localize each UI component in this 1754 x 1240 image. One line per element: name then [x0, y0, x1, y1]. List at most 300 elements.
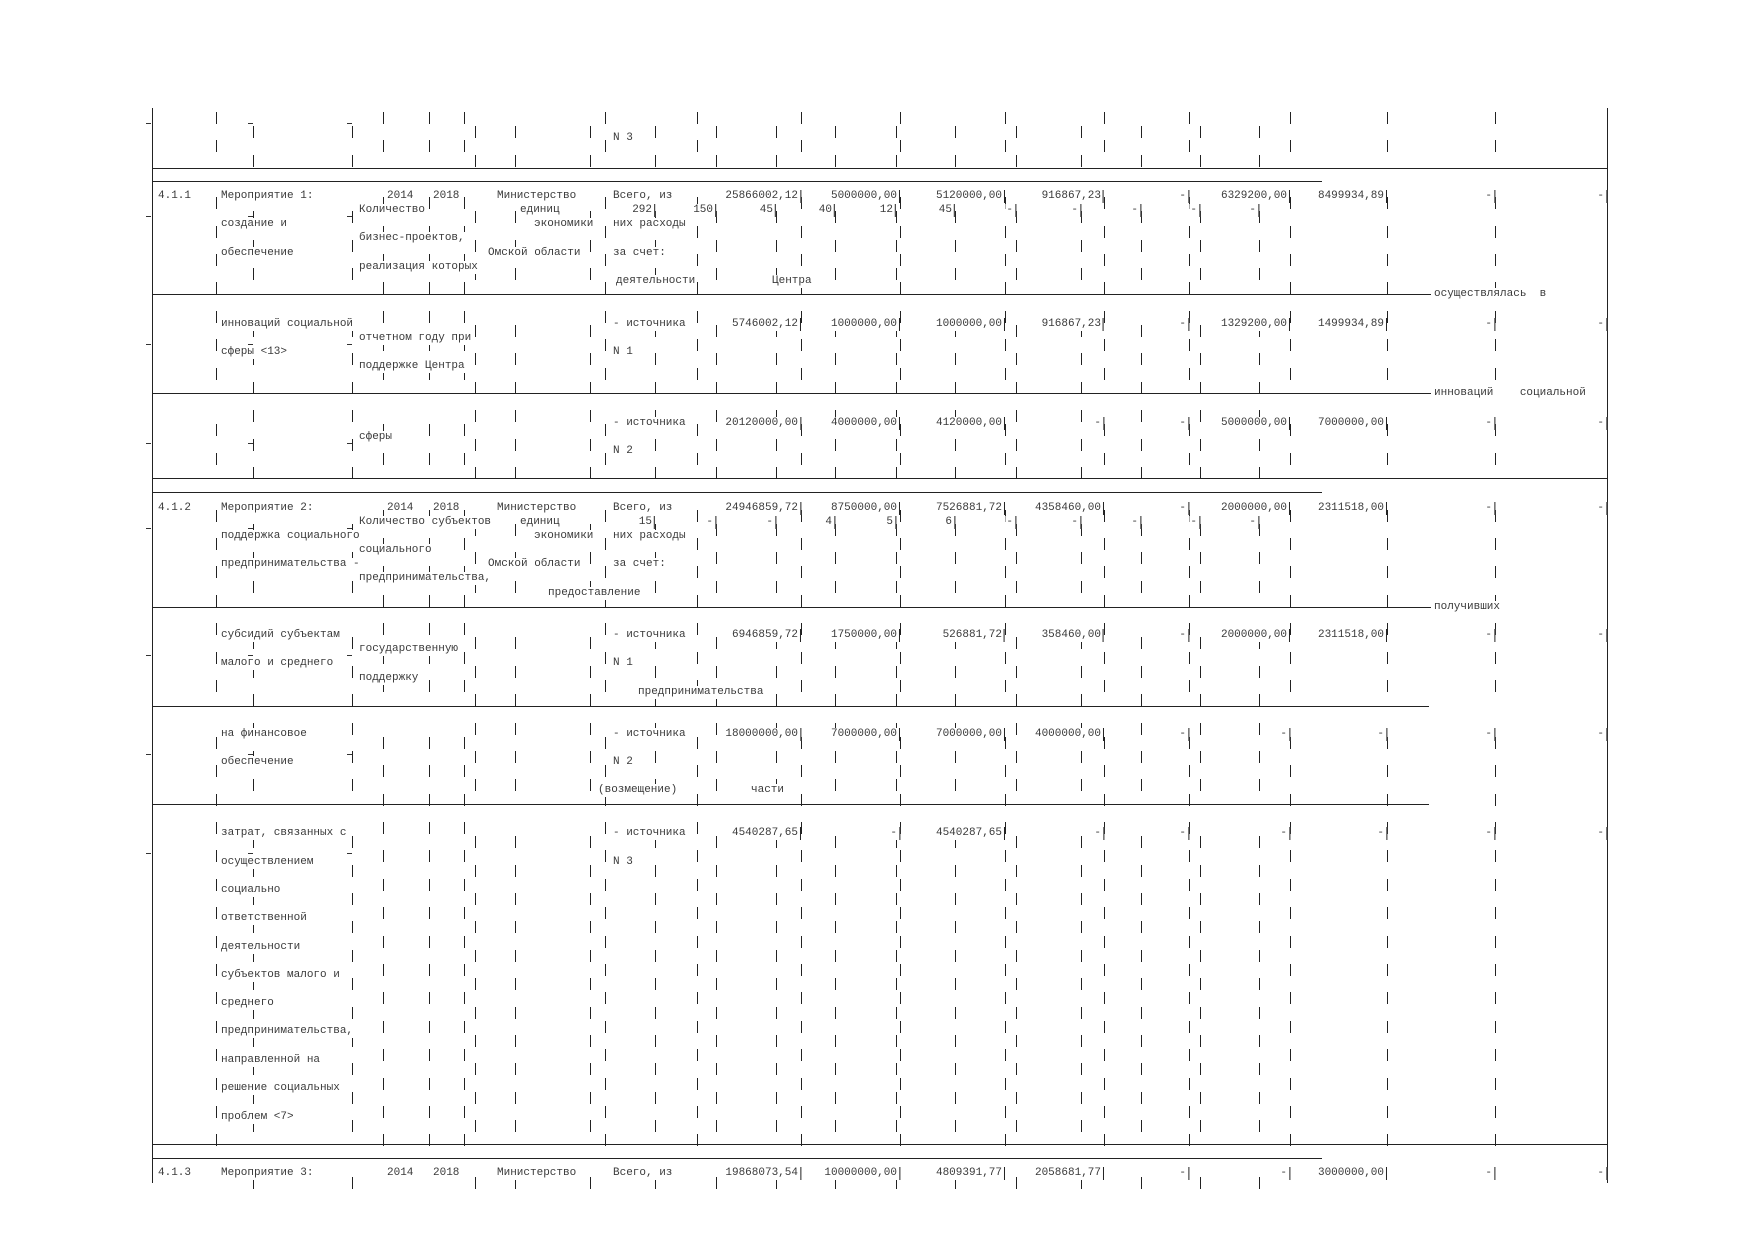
column-separator — [900, 1049, 901, 1061]
funding-value: - — [1596, 502, 1607, 515]
column-separator — [955, 211, 956, 223]
column-separator — [1387, 254, 1388, 266]
column-separator — [1005, 652, 1006, 664]
column-separator — [1495, 680, 1496, 692]
column-separator — [253, 581, 254, 593]
indicator-value: - — [1070, 204, 1081, 217]
indicator-line: реализация которых — [359, 261, 478, 273]
column-separator — [955, 950, 956, 962]
column-separator — [475, 410, 476, 422]
column-separator — [1104, 1021, 1105, 1033]
column-separator — [216, 936, 217, 948]
column-separator — [716, 467, 717, 479]
column-separator — [896, 893, 897, 905]
column-separator — [1141, 1177, 1142, 1189]
column-separator — [1104, 282, 1105, 294]
column-separator — [253, 382, 254, 394]
column-separator — [515, 1035, 516, 1047]
column-separator — [216, 510, 217, 522]
column-separator — [429, 737, 430, 749]
table-right-border — [1607, 108, 1608, 1183]
funding-value: - — [1484, 190, 1495, 203]
column-separator — [1387, 339, 1388, 351]
column-separator — [515, 893, 516, 905]
column-separator — [716, 921, 717, 933]
column-separator — [1495, 510, 1496, 522]
column-separator — [1290, 226, 1291, 238]
column-separator — [1290, 992, 1291, 1004]
funding-value: 10000000,00 — [823, 1167, 900, 1180]
column-separator — [464, 282, 465, 294]
column-separator — [1005, 623, 1006, 635]
column-separator — [655, 893, 656, 905]
column-separator — [776, 921, 777, 933]
column-separator — [716, 325, 717, 337]
column-separator — [716, 268, 717, 280]
column-separator — [835, 268, 836, 280]
column-separator — [1081, 950, 1082, 962]
column-separator — [1081, 581, 1082, 593]
column-separator — [955, 978, 956, 990]
column-separator — [655, 1035, 656, 1047]
column-separator — [1259, 723, 1260, 735]
column-separator — [515, 467, 516, 479]
column-separator — [1005, 453, 1006, 465]
indicator-unit: единиц — [520, 516, 560, 528]
column-separator — [1141, 524, 1142, 536]
column-separator — [1290, 453, 1291, 465]
column-separator — [1005, 566, 1006, 578]
column-separator — [590, 978, 591, 990]
column-separator — [1290, 822, 1291, 834]
column-separator — [352, 211, 353, 223]
funding-source-label: - источника — [613, 318, 686, 330]
event-description-line: инноваций социальной — [221, 318, 354, 330]
start-year: 2014 — [387, 502, 414, 514]
column-separator — [655, 1063, 656, 1075]
column-separator — [697, 254, 698, 266]
funding-value: - — [1178, 629, 1189, 642]
end-year: 2018 — [433, 502, 460, 514]
column-separator — [801, 964, 802, 976]
column-separator — [216, 879, 217, 891]
column-separator — [590, 836, 591, 848]
column-separator — [1141, 467, 1142, 479]
event-description-line: решение социальных — [221, 1082, 340, 1094]
empty-cell-dash — [146, 443, 151, 444]
column-separator — [352, 353, 353, 365]
column-separator — [475, 552, 476, 564]
column-separator — [835, 467, 836, 479]
column-separator — [1141, 1035, 1142, 1047]
column-separator — [697, 1106, 698, 1118]
column-separator — [835, 1007, 836, 1019]
funding-source-label: N 3 — [613, 132, 633, 144]
column-separator — [1081, 751, 1082, 763]
column-separator — [605, 1021, 606, 1033]
table-rule — [152, 706, 1429, 707]
column-separator — [605, 879, 606, 891]
column-separator — [429, 1021, 430, 1033]
column-separator — [896, 950, 897, 962]
column-separator — [475, 921, 476, 933]
funding-value: - — [1093, 417, 1104, 430]
column-separator — [655, 382, 656, 394]
empty-cell-dash — [146, 655, 151, 656]
column-separator — [697, 1134, 698, 1146]
table-rule — [152, 294, 1431, 295]
column-separator — [429, 1134, 430, 1146]
column-separator — [1200, 240, 1201, 252]
column-separator — [464, 765, 465, 777]
column-separator — [590, 382, 591, 394]
column-separator — [716, 552, 717, 564]
empty-cell-dash — [146, 344, 151, 345]
funding-value: 20120000,00 — [724, 417, 801, 430]
column-separator — [1141, 1120, 1142, 1132]
column-separator — [216, 1134, 217, 1146]
column-separator — [716, 893, 717, 905]
column-separator — [383, 822, 384, 834]
column-separator — [590, 637, 591, 649]
column-separator — [605, 623, 606, 635]
column-separator — [697, 282, 698, 294]
indicator-line: сферы — [359, 431, 393, 443]
column-separator — [697, 595, 698, 607]
column-separator — [716, 1120, 717, 1132]
column-separator — [835, 353, 836, 365]
column-separator — [1141, 950, 1142, 962]
table-rule — [152, 168, 1607, 169]
column-separator — [716, 1092, 717, 1104]
event-description-line: на финансовое — [221, 728, 307, 740]
column-separator — [429, 765, 430, 777]
funding-value: - — [1596, 318, 1607, 331]
column-separator — [801, 254, 802, 266]
column-separator — [1141, 836, 1142, 848]
column-separator — [1016, 1063, 1017, 1075]
column-separator — [1200, 524, 1201, 536]
column-separator — [1005, 424, 1006, 436]
column-separator — [1387, 992, 1388, 1004]
funding-value: 5746002,12 — [731, 318, 801, 331]
column-separator — [383, 112, 384, 124]
empty-cell-dash — [146, 528, 151, 529]
column-separator — [475, 751, 476, 763]
column-separator — [1189, 368, 1190, 380]
funding-source-label: Всего, из — [613, 190, 673, 202]
column-separator — [1387, 1021, 1388, 1033]
column-separator — [1104, 623, 1105, 635]
funding-value: - — [1093, 827, 1104, 840]
column-separator — [515, 439, 516, 451]
column-separator — [896, 382, 897, 394]
column-separator — [1141, 240, 1142, 252]
column-separator — [896, 1035, 897, 1047]
column-separator — [697, 368, 698, 380]
column-separator — [1104, 1106, 1105, 1118]
column-separator — [955, 552, 956, 564]
column-separator — [697, 453, 698, 465]
column-separator — [475, 865, 476, 877]
funding-source-label: них расходы — [613, 530, 686, 542]
column-separator — [655, 353, 656, 365]
funding-source-label: - источника — [613, 629, 686, 641]
funding-value: - — [1376, 827, 1387, 840]
column-separator — [475, 666, 476, 678]
column-separator — [801, 1134, 802, 1146]
column-separator — [1016, 723, 1017, 735]
indicator-value: - — [1130, 204, 1141, 217]
column-separator — [1005, 1021, 1006, 1033]
funding-value: 1329200,00 — [1220, 318, 1290, 331]
column-separator — [253, 410, 254, 422]
column-separator — [605, 140, 606, 152]
column-separator — [1016, 865, 1017, 877]
column-separator — [1189, 226, 1190, 238]
column-separator — [1200, 865, 1201, 877]
column-separator — [835, 552, 836, 564]
column-separator — [835, 439, 836, 451]
event-description-line: среднего — [221, 997, 274, 1009]
indicator-value: 4 — [824, 516, 835, 529]
empty-cell-dash — [248, 216, 253, 217]
column-separator — [253, 694, 254, 706]
column-separator — [590, 723, 591, 735]
column-separator — [896, 921, 897, 933]
funding-value: 358460,00 — [1041, 629, 1104, 642]
row-code: 4.1.3 — [158, 1167, 192, 1179]
column-separator — [1016, 325, 1017, 337]
column-separator — [515, 836, 516, 848]
column-separator — [716, 211, 717, 223]
column-separator — [1081, 694, 1082, 706]
column-separator — [1081, 836, 1082, 848]
column-separator — [1259, 978, 1260, 990]
column-separator — [716, 1177, 717, 1189]
column-separator — [1387, 140, 1388, 152]
column-separator — [1290, 197, 1291, 209]
table-rule — [152, 492, 1322, 493]
column-separator — [1005, 368, 1006, 380]
column-separator — [383, 765, 384, 777]
column-separator — [216, 282, 217, 294]
empty-cell-dash — [248, 853, 253, 854]
empty-cell-dash — [248, 528, 253, 529]
column-separator — [464, 538, 465, 550]
column-separator — [1016, 779, 1017, 791]
column-separator — [1495, 538, 1496, 550]
executor-line: Министерство — [497, 1167, 577, 1179]
column-separator — [464, 850, 465, 862]
empty-cell-dash — [347, 853, 352, 854]
start-year: 2014 — [387, 1167, 414, 1179]
column-separator — [896, 552, 897, 564]
column-separator — [900, 254, 901, 266]
column-separator — [464, 311, 465, 323]
column-separator — [216, 453, 217, 465]
column-separator — [900, 510, 901, 522]
empty-cell-dash — [347, 123, 352, 124]
column-separator — [605, 368, 606, 380]
column-separator — [1189, 822, 1190, 834]
column-separator — [697, 964, 698, 976]
column-separator — [352, 382, 353, 394]
column-separator — [1290, 850, 1291, 862]
funding-value: - — [1178, 502, 1189, 515]
column-separator — [1016, 751, 1017, 763]
event-description-line: сферы <13> — [221, 346, 288, 358]
column-separator — [835, 581, 836, 593]
column-separator — [1016, 155, 1017, 167]
column-separator — [1495, 936, 1496, 948]
column-separator — [464, 737, 465, 749]
column-separator — [1016, 552, 1017, 564]
column-separator — [716, 865, 717, 877]
column-separator — [1104, 226, 1105, 238]
column-separator — [515, 126, 516, 138]
column-separator — [253, 779, 254, 791]
funding-value: 526881,72 — [942, 629, 1005, 642]
funding-value: 25866002,12 — [724, 190, 801, 203]
column-separator — [383, 992, 384, 1004]
column-separator — [1495, 368, 1496, 380]
column-separator — [1259, 1007, 1260, 1019]
column-separator — [383, 1049, 384, 1061]
column-separator — [1387, 1078, 1388, 1090]
column-separator — [352, 950, 353, 962]
column-separator — [216, 652, 217, 664]
column-separator — [776, 978, 777, 990]
column-separator — [352, 751, 353, 763]
column-separator — [1200, 268, 1201, 280]
funding-source-label: за счет: — [613, 558, 666, 570]
column-separator — [900, 453, 901, 465]
column-separator — [1104, 964, 1105, 976]
column-separator — [590, 410, 591, 422]
funding-value: 2000000,00 — [1220, 502, 1290, 515]
column-separator — [1259, 836, 1260, 848]
column-separator — [1387, 680, 1388, 692]
indicator-value: - — [1189, 204, 1200, 217]
column-separator — [655, 950, 656, 962]
funding-value: 6329200,00 — [1220, 190, 1290, 203]
column-separator — [383, 907, 384, 919]
column-separator — [429, 822, 430, 834]
column-separator — [1189, 140, 1190, 152]
column-separator — [1259, 268, 1260, 280]
column-separator — [1259, 950, 1260, 962]
table-left-border — [152, 108, 153, 1183]
column-separator — [1200, 353, 1201, 365]
column-separator — [900, 992, 901, 1004]
column-separator — [216, 254, 217, 266]
column-separator — [801, 680, 802, 692]
column-separator — [1104, 595, 1105, 607]
column-separator — [1189, 339, 1190, 351]
column-separator — [716, 666, 717, 678]
column-separator — [776, 1063, 777, 1075]
column-separator — [716, 723, 717, 735]
column-separator — [716, 1007, 717, 1019]
column-separator — [697, 424, 698, 436]
column-separator — [1081, 779, 1082, 791]
column-separator — [429, 623, 430, 635]
column-separator — [697, 538, 698, 550]
column-separator — [955, 467, 956, 479]
column-separator — [605, 424, 606, 436]
column-separator — [605, 339, 606, 351]
funding-value: - — [1484, 318, 1495, 331]
column-separator — [352, 836, 353, 848]
column-separator — [1290, 794, 1291, 806]
column-separator — [801, 140, 802, 152]
column-separator — [605, 964, 606, 976]
column-separator — [605, 1106, 606, 1118]
column-separator — [1189, 879, 1190, 891]
column-separator — [955, 865, 956, 877]
column-separator — [1081, 978, 1082, 990]
column-separator — [464, 623, 465, 635]
column-separator — [216, 566, 217, 578]
column-separator — [605, 936, 606, 948]
column-separator — [955, 126, 956, 138]
column-separator — [1016, 410, 1017, 422]
column-separator — [776, 893, 777, 905]
column-separator — [1387, 936, 1388, 948]
column-separator — [1081, 1092, 1082, 1104]
column-separator — [464, 595, 465, 607]
column-separator — [835, 126, 836, 138]
column-separator — [1290, 595, 1291, 607]
column-separator — [1259, 155, 1260, 167]
column-separator — [1387, 112, 1388, 124]
column-separator — [352, 410, 353, 422]
column-separator — [801, 595, 802, 607]
column-separator — [464, 652, 465, 664]
column-separator — [1495, 1106, 1496, 1118]
column-separator — [900, 765, 901, 777]
indicator-value: - — [705, 516, 716, 529]
funding-value: 1499934,89 — [1317, 318, 1387, 331]
column-separator — [776, 240, 777, 252]
column-separator — [1387, 794, 1388, 806]
column-separator — [1104, 1049, 1105, 1061]
column-separator — [464, 112, 465, 124]
column-separator — [896, 467, 897, 479]
funding-value: - — [1596, 629, 1607, 642]
column-separator — [1290, 566, 1291, 578]
funding-source-label: N 3 — [613, 856, 633, 868]
column-separator — [515, 382, 516, 394]
column-separator — [605, 566, 606, 578]
column-separator — [697, 737, 698, 749]
column-separator — [464, 424, 465, 436]
column-separator — [1141, 325, 1142, 337]
column-separator — [801, 112, 802, 124]
column-separator — [429, 1078, 430, 1090]
event-description-line: предпринимательства - — [221, 558, 360, 570]
column-separator — [1016, 694, 1017, 706]
column-separator — [896, 666, 897, 678]
column-separator — [835, 1092, 836, 1104]
column-separator — [216, 1021, 217, 1033]
event-description-line: Мероприятие 1: — [221, 190, 314, 202]
funding-value: 916867,23 — [1041, 190, 1104, 203]
column-separator — [896, 978, 897, 990]
column-separator — [429, 964, 430, 976]
column-separator — [1200, 1063, 1201, 1075]
